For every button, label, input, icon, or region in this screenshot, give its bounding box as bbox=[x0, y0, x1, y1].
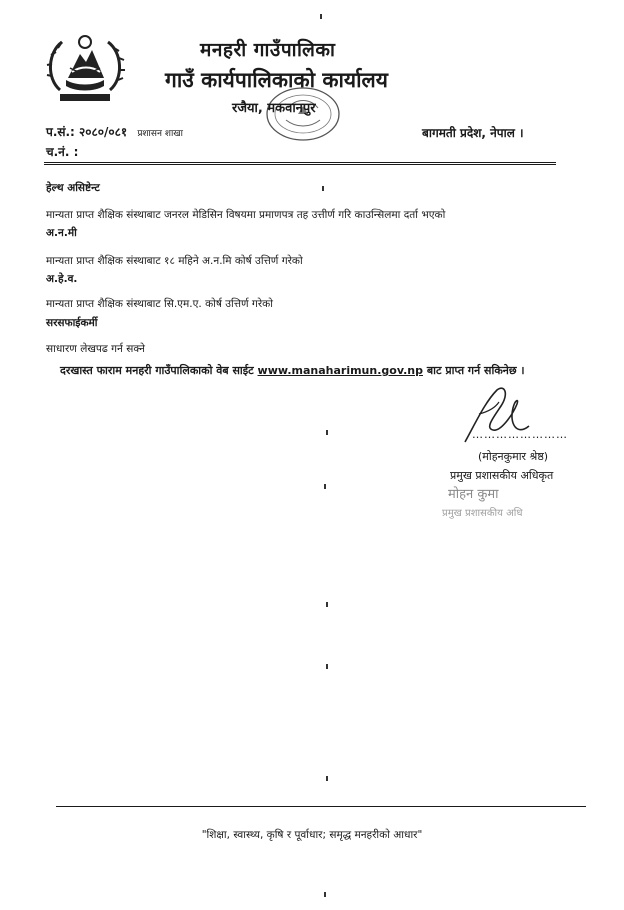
province-address: बागमती प्रदेश, नेपाल । bbox=[422, 126, 524, 140]
notice-text-before: दरखास्त फाराम मनहरी गाउँपालिकाको वेब साईट bbox=[60, 364, 258, 377]
office-name: गाउँ कार्यपालिकाको कार्यालय bbox=[165, 68, 388, 92]
scan-mark bbox=[326, 664, 328, 669]
signature-line: …………………… bbox=[472, 428, 568, 441]
header-divider bbox=[44, 162, 556, 165]
branch-name: प्रशासन शाखा bbox=[137, 129, 183, 139]
office-seal bbox=[258, 86, 348, 148]
scan-mark bbox=[326, 602, 328, 607]
reference-number bbox=[46, 123, 183, 140]
reference-label: प.सं.: bbox=[46, 125, 75, 139]
position-qualification: मान्यता प्राप्त शैक्षिक संस्थाबाट जनरल मेडिसिन विषयमा प्रमाणपत्र तह उत्तीर्ण गरि काउन्सिलमा दर्ता भएको bbox=[46, 209, 446, 221]
application-notice bbox=[60, 363, 525, 378]
footer-slogan: "शिक्षा, स्वास्थ्य, कृषि र पूर्वाधार; समृद्ध मनहरीको आधार" bbox=[201, 829, 423, 841]
office-location: रजैया, मकवानपुर bbox=[232, 101, 316, 116]
designation-stamp bbox=[440, 480, 552, 524]
position-qualification: मान्यता प्राप्त शैक्षिक संस्थाबाट सि.एम.ए. कोर्ष उत्तिर्ण गरेको bbox=[46, 298, 273, 310]
position-title: अ.हे.व. bbox=[46, 273, 78, 285]
nepal-emblem bbox=[40, 28, 130, 108]
scan-mark bbox=[324, 892, 326, 897]
dispatch-number: च.नं. : bbox=[46, 145, 79, 159]
svg-text:मोहन कुमा: मोहन कुमा bbox=[448, 487, 499, 502]
scan-mark bbox=[324, 484, 326, 489]
position-title: अ.न.मी bbox=[46, 227, 77, 239]
footer-divider bbox=[56, 806, 586, 807]
position-qualification: मान्यता प्राप्त शैक्षिक संस्थाबाट १८ महिने अ.न.मि कोर्ष उत्तिर्ण गरेको bbox=[46, 255, 303, 267]
signatory-designation: प्रमुख प्रशासकीय अधिकृत bbox=[450, 469, 554, 482]
svg-text:प्रमुख प्रशासकीय अधि: प्रमुख प्रशासकीय अधि bbox=[442, 508, 523, 519]
reference-value: २०८०/०८१ bbox=[79, 125, 128, 139]
scan-mark bbox=[320, 14, 322, 19]
signatory-name: (मोहनकुमार श्रेष्ठ) bbox=[478, 450, 549, 463]
notice-text-after: बाट प्राप्त गर्न सकिनेछ । bbox=[423, 364, 525, 377]
scan-mark bbox=[326, 776, 328, 781]
municipality-name: मनहरी गाउँपालिका bbox=[200, 39, 336, 61]
position-qualification: साधारण लेखपढ गर्न सक्ने bbox=[46, 343, 145, 355]
position-title: सरसफाईकर्मी bbox=[46, 317, 98, 329]
scan-mark bbox=[326, 430, 328, 435]
website-link[interactable]: www.manaharimun.gov.np bbox=[257, 364, 423, 377]
scan-mark bbox=[322, 186, 324, 191]
position-title: हेल्थ असिष्टेन्ट bbox=[46, 182, 100, 194]
